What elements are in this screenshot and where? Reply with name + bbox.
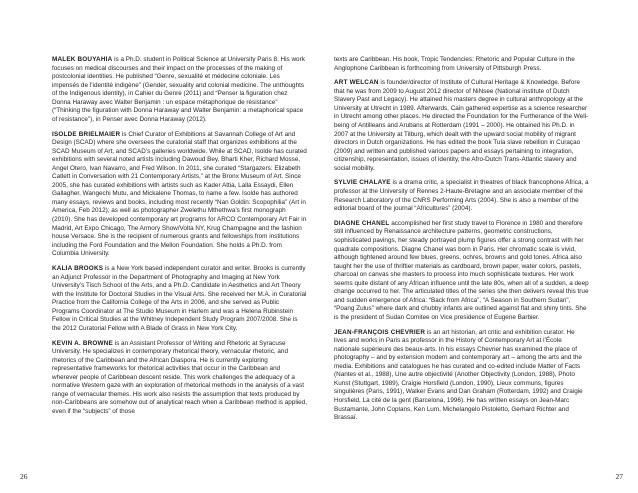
- bio-text: is a Ph.D. student in Political Science at University Paris 8. His work focuses on medical discourses and their impact on the processes of the making of postcolonial identities. He published “Genre, sexualité et médecine coloniale. Les impensés de l’identité indigène” (Gender, sexuality and colonial medicine. The unthoughts of the Indigenous identity), in Cahier du Genre (2011) and “Penser la figuration chez Donna Haraway avec Walter Benjamin : un espace métaphorique de résistance” (“Thinking the figuration with Donna Haraway and Walter Benjamin: a metaphorical space of resistance”), in Penser avec Donna Haraway (2012).: [52, 56, 305, 123]
- bio-paragraph: [52, 340, 307, 417]
- bio-paragraph: [52, 131, 307, 259]
- bio-name: ISOLDE BRIELMAIER: [52, 130, 121, 138]
- page-number-left: 26: [20, 472, 28, 481]
- bio-name: DIAGNE CHANEL: [334, 219, 390, 227]
- bio-text: is Chief Curator of Exhibitions at Savannah College of Art and Design (SCAD) where she oversees the curatorial staff that organizes exhibitions at the SCAD Museum of Art, and SCAD’s galleries worldwide. While at SCAD, Isolde has curated exhibitions with several noted artists including Dawoud Bey, Bharti Kher, Richard Mosse, Angel Otero, Ivan Navarro, and Fred Wilson. In 2011, she curated “Stargazers: Elizabeth Catlett in Conversation with 21 Contemporary Artists,” at the Bronx Museum of Art. Since 2005, she has curated exhibitions with artists such as Kader Attia, Lalla Essaydi, Ellen Gallagher, Wangechi Mutu, and Mickalene Thomas, to name a few. Isolde has authored many essays, reviews and books, including most recently “Nan Goldin: Scopophilia” (Art in America, Feb 2012); as well as photographer Zwelethu Mthethwa’s first monograph (2010). She has developed contemporary art programs for ARCO Contemporary Art Fair in Madrid, Art Expo Chicago, The Armory Show/Volta NY, Krug Champagne and the fashion house Versace. She is the recipient of numerous grants and fellowships from institutions including the Ford Foundation and the Mellon Foundation. She holds a Ph.D. from Columbia University.: [52, 130, 307, 258]
- bio-text: is a drama critic, a specialist in theatres of black francophone Africa, a professor at the University of Rennes 2-Haute-Bretagne and an associate member of the Research Laboratory of the CNRS Performing Arts (2004). She is also a member of the editorial board of the journal “Africultures” (2004).: [334, 179, 589, 213]
- page-number-right: 27: [615, 472, 623, 481]
- bio-name: SYLVIE CHALAYE: [334, 179, 391, 187]
- bio-paragraph: [334, 179, 589, 213]
- bio-paragraph-continued: [334, 56, 589, 73]
- bio-text: is an Assistant Professor of Writing and Rhetoric at Syracuse University. He specializes in contemporary rhetorical theory, vernacular rhetoric, and rhetorics of the Caribbean and the African Diaspora. He is currently exploring representative frameworks for rhetorical activities that occur in the Caribbean and wherever people of Caribbean descent reside. This work challenges the adequacy of a normative Western gaze with an exploration of rhetorical methods in the analysis of a vast range of vernacular themes. His work also resists the assumption that texts produced by non-Caribbeans are somehow out of analytical reach when a Caribbean method is applied, even if the “subjects” of those: [52, 339, 307, 415]
- bio-name: MALEK BOUYAHIA: [52, 56, 113, 63]
- bio-paragraph: [334, 329, 589, 423]
- bio-name: JEAN-FRANÇOIS CHEVRIER: [334, 328, 426, 336]
- bio-name: KALIA BROOKS: [52, 264, 104, 272]
- bio-paragraph: [334, 79, 589, 173]
- bio-paragraph: [334, 220, 589, 323]
- bio-text: texts are Caribbean. His book, Tropic Tendencies: Rhetoric and Popular Culture in the Anglophone Caribbean is forthcoming from University of Pittsburgh Press.: [334, 56, 575, 72]
- bio-paragraph: [52, 56, 307, 124]
- bio-name: KEVIN A. BROWNE: [52, 339, 113, 347]
- bio-text: accomplished her first study travel to Florence in 1980 and therefore still influenced by Renaissance architecture patterns, geometric constructions, sophisticated pavings, her steady portrayed plump figures offer a strong contrast with her quadrate compositions. Diagne Chanel was born in Paris. Her chromatic scale is vivid, although tightened around few blues, greens, ochres, browns and gold tones. Africa also taught her the use of thriftier materials as cardboard, brown paper, water colors, pastels, charcoal on canvas she masters to process into much sophisticate textures. Her work seems quite distant of any African influence until the late 80s, when all of a sudden, a deep change occurred to her. The articulated titles of the series she then delivers reveal this true and sudden emergence of Africa: “Back from Africa”, “A Season in Southern Sudan”, “Poang Zulus” where dark and chubby infants are outlined against flat and shiny tints. She is the president of Sudan Comitee on Vice presidence of Eugene Barbier.: [334, 219, 589, 321]
- bio-text: is an art historian, art critic and exhibition curator. He lives and works in Paris as professor in the History of Contemporary Art at l’École nationale supérieure des beaux-arts. In his essays Chevrier has examined the place of photography – and by extension modern and contemporary art – among the arts and the media. Exhibitions and catalogues he has curated and co-edited include Matter of Facts (Nantes et al., 1988), Une autre objectivité (Another Objectivity (London, 1988), Photo Kunst (Stuttgart, 1989), Craigie Horsfield (London, 1990), Lieux communs, figures singulières (Paris, 1991), Walker Evans and Dan Graham (Rotterdam, 1992) and Craigie Horsfield, La cité de la gent (Barcelona, 1996). He has written essays on Jean-Marc Bustamante, John Coplans, Ken Lum, Michelangelo Pistoletto, Gerhard Richter and Brassaï.: [334, 328, 583, 422]
- bio-paragraph: [52, 265, 307, 333]
- bio-text: is a New York based independent curator and writer. Brooks is currently an Adjunct Professor in the Department of Photography and Imaging at New York University’s Tisch School of the Arts, and a Ph.D. Candidate in Aesthetics and Art Theory with the Institute for Doctoral Studies in the Visual Arts. She received her M.A. in Curatorial Practice from the California College of the Arts in 2006, and she served as Public Programs Coordinator at The Studio Museum in Harlem and was a Helena Rubinstein Fellow in Critical Studies at the Whitney Independent Study Program 2007/2008. She is the 2012 Curatorial Fellow with A Blade of Grass in New York City.: [52, 264, 307, 332]
- right-column: [334, 56, 589, 429]
- left-column: [52, 56, 307, 423]
- bio-name: ART WELCAN: [334, 79, 379, 87]
- bio-text: is founder/director of Institute of Cultural Heritage & Knowledge. Before that he was from 2009 to August 2012 director of NiNsee (National institute of Dutch Slavery Past and Legacy). He attained his masters degree in cultural anthropology at the University at Utrecht in 1989. Afterwards, Cain gathered expertise as a science researcher in Utrecht among other places. He directed the Foundation for the Furtherance of the Well-being of Antilleans and Arubans at Rotterdam (1991 – 2000). He obtained his Ph.D. in 2007 at the University at Tilburg, which dealt with the upward social mobility of migrant directors in Dutch organizations. He has edited the book Tula slave rebellion in Curaçao (2009) and written and published various papers and essays pertaining to integration, citizenship, representation, issues of identity, the Afro-Dutch Trans-Atlantic slavery and social mobility.: [334, 79, 589, 172]
